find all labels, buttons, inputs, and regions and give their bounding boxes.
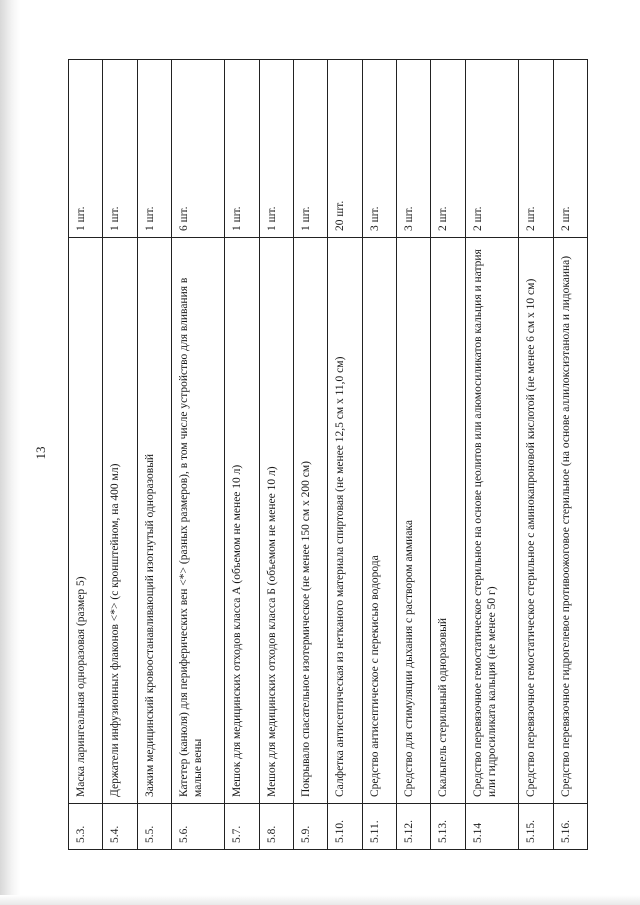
row-quantity: 1 шт. [69,60,103,238]
row-number: 5.4. [103,804,137,850]
row-number: 5.12. [397,804,431,850]
row-item-name: Салфетка антисептическая из нетканого материала спиртовая (не менее 12,5 см x 11,0 см) [328,238,362,804]
row-quantity: 1 шт. [259,60,293,238]
table-row [397,60,431,850]
table-row [431,60,465,850]
row-number: 5.8. [259,804,293,850]
row-number: 5.10. [328,804,362,850]
row-number: 5.13. [431,804,465,850]
table-row [519,60,553,850]
row-quantity: 1 шт. [294,60,328,238]
row-quantity: 2 шт. [553,60,587,238]
row-quantity: 1 шт. [225,60,259,238]
row-item-name: Катетер (канюля) для периферических вен <*> (разных размеров), в том числе устройство для вливания в малые вены [171,238,225,804]
row-item-name: Держатели инфузионных флаконов <*> (с кронштейном, на 400 мл) [103,238,137,804]
table-row [362,60,396,850]
row-quantity: 3 шт. [362,60,396,238]
row-item-name: Скальпель стерильный одноразовый [431,238,465,804]
table-row [103,60,137,850]
row-number: 5.14 [465,804,519,850]
row-item-name: Покрывало спасательное изотермическое (не менее 150 см x 200 см) [294,238,328,804]
table-row [465,60,519,850]
row-quantity: 3 шт. [397,60,431,238]
row-quantity: 6 шт. [171,60,225,238]
table-row [259,60,293,850]
row-quantity: 1 шт. [103,60,137,238]
row-quantity: 2 шт. [465,60,519,238]
row-item-name: Средство перевязочное гемостатическое стерильное на основе цеолитов или алюмосиликатов кальция и натрия или гидросиликата кальция (не менее 50 г) [465,238,519,804]
table-row [553,60,587,850]
row-quantity: 2 шт. [431,60,465,238]
row-item-name: Средство перевязочное гидрогелевое противоожоговое стерильное (на основе аллилоксиэтанола и лидокаина) [553,238,587,804]
row-number: 5.6. [171,804,225,850]
row-number: 5.3. [69,804,103,850]
row-number: 5.16. [553,804,587,850]
row-item-name: Мешок для медицинских отходов класса Б (объемом не менее 10 л) [259,238,293,804]
equipment-table [68,59,588,850]
scan-shadow-left [0,0,20,905]
table-row [137,60,171,850]
row-item-name: Мешок для медицинских отходов класса А (объемом не менее 10 л) [225,238,259,804]
table-row [171,60,225,850]
scan-shadow-bottom [0,895,640,905]
row-number: 5.15. [519,804,553,850]
row-quantity: 1 шт. [137,60,171,238]
page-number: 13 [33,446,48,460]
row-item-name: Средство для стимуляции дыхания с раствором аммиака [397,238,431,804]
row-number: 5.5. [137,804,171,850]
row-number: 5.9. [294,804,328,850]
row-quantity: 20 шт. [328,60,362,238]
table-row [294,60,328,850]
row-number: 5.11. [362,804,396,850]
row-quantity: 2 шт. [519,60,553,238]
row-item-name: Зажим медицинский кровоостанавливающий изогнутый одноразовый [137,238,171,804]
rotated-page-content [68,60,588,850]
row-item-name: Средство перевязочное гемостатическое стерильное с аминокапроновой кислотой (не менее 6 см x 10 см) [519,238,553,804]
row-item-name: Маска ларингеальная одноразовая (размер 5) [69,238,103,804]
row-item-name: Средство антисептическое с перекисью водорода [362,238,396,804]
table-row [328,60,362,850]
table-row [225,60,259,850]
table-row [69,60,103,850]
row-number: 5.7. [225,804,259,850]
